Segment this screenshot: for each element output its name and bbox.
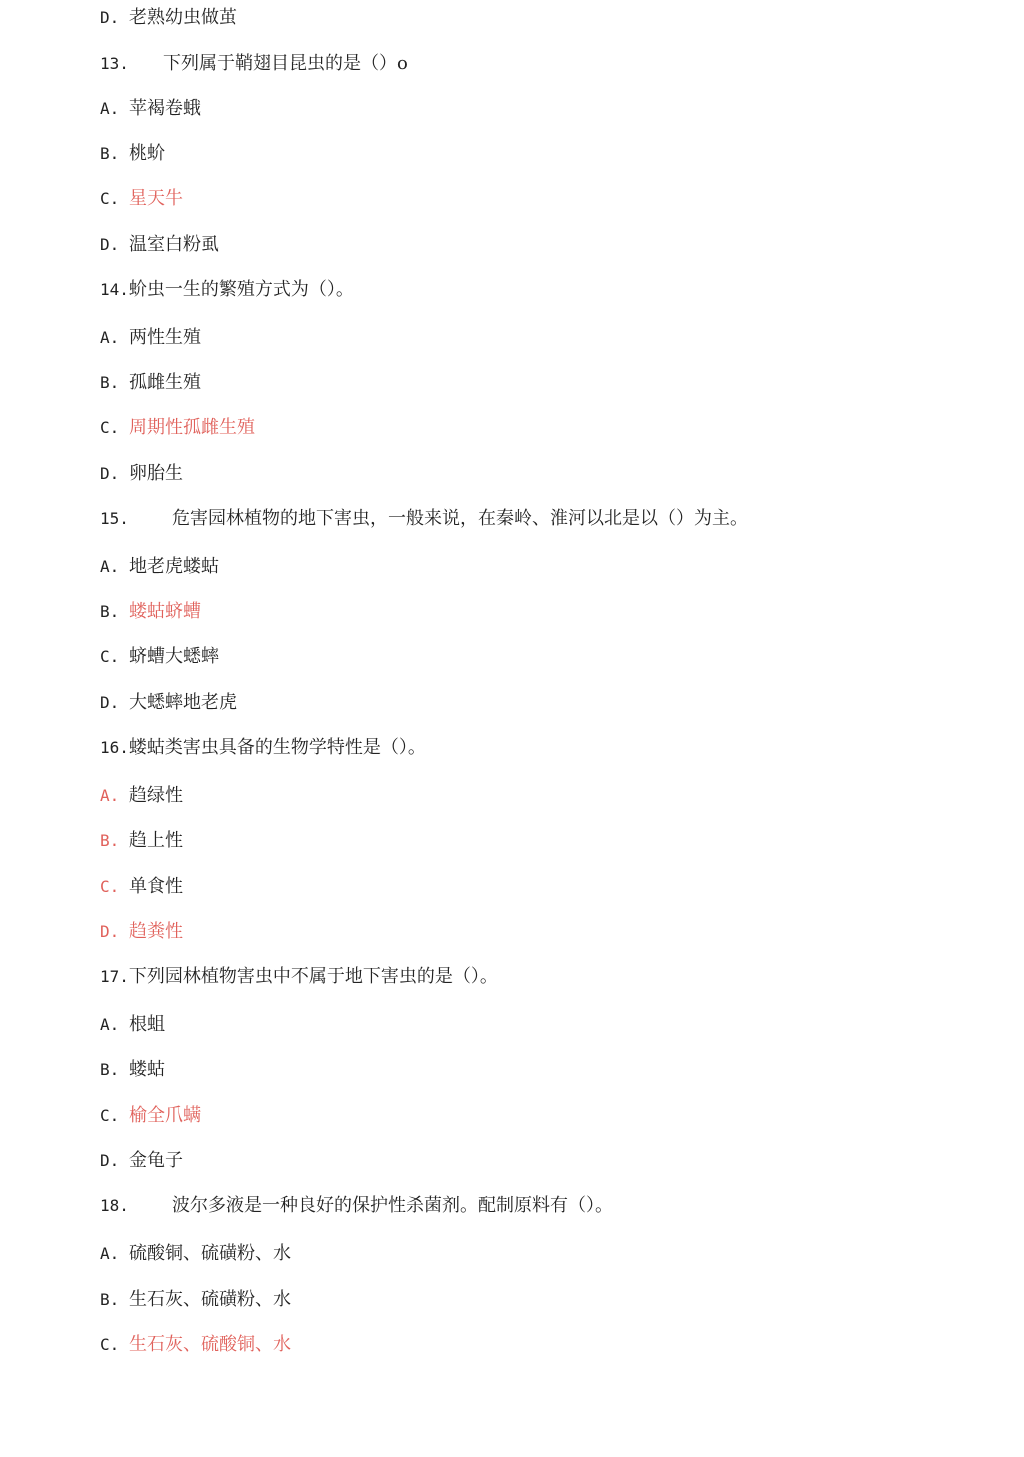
option-label: A. bbox=[100, 1244, 120, 1263]
list-item bbox=[100, 462, 183, 486]
question-16 bbox=[100, 736, 426, 760]
question-13 bbox=[100, 52, 408, 76]
option-label: A. bbox=[100, 328, 120, 347]
answer-option bbox=[100, 875, 183, 899]
answer-option bbox=[100, 600, 201, 624]
list-item bbox=[100, 326, 201, 350]
list-item bbox=[100, 371, 201, 395]
option-label: A. bbox=[100, 99, 120, 118]
answer-option bbox=[100, 1104, 201, 1128]
list-item bbox=[100, 6, 237, 30]
question-number: 18. bbox=[100, 1196, 129, 1215]
option-text-answer: 趋粪性 bbox=[129, 921, 183, 942]
option-label: C. bbox=[100, 647, 120, 666]
question-number: 17. bbox=[100, 967, 129, 986]
option-label: B. bbox=[100, 1060, 120, 1079]
option-text: 地老虎蝼蛄 bbox=[129, 556, 219, 577]
option-label-answer: D. bbox=[100, 922, 120, 941]
option-text: 生石灰、硫磺粉、水 bbox=[129, 1289, 291, 1310]
option-text-answer: 周期性孤雌生殖 bbox=[129, 417, 255, 438]
option-text: 根蛆 bbox=[129, 1014, 165, 1035]
option-text-answer: 榆全爪螨 bbox=[129, 1105, 201, 1126]
question-text: 蝼蛄类害虫具备的生物学特性是（）。 bbox=[128, 737, 426, 758]
option-text: 孤雌生殖 bbox=[129, 372, 201, 393]
option-text: 卵胎生 bbox=[129, 463, 183, 484]
option-text: 桃蚧 bbox=[129, 143, 165, 164]
option-text: 蛴螬大蟋蟀 bbox=[129, 646, 219, 667]
question-14 bbox=[100, 278, 354, 302]
option-label: A. bbox=[100, 557, 120, 576]
option-label: D. bbox=[100, 1151, 120, 1170]
question-17 bbox=[100, 965, 498, 989]
answer-option bbox=[100, 416, 255, 440]
list-item bbox=[100, 142, 165, 166]
option-label: B. bbox=[100, 602, 120, 621]
option-text: 老熟幼虫做茧 bbox=[129, 7, 237, 28]
list-item bbox=[100, 233, 219, 257]
option-text: 单食性 bbox=[129, 876, 183, 897]
option-text: 大蟋蟀地老虎 bbox=[129, 692, 237, 713]
option-text: 苹褐卷蛾 bbox=[129, 98, 201, 119]
option-text: 硫酸铜、硫磺粉、水 bbox=[129, 1243, 291, 1264]
option-label: C. bbox=[100, 1335, 120, 1354]
list-item bbox=[100, 1288, 291, 1312]
list-item bbox=[100, 555, 219, 579]
list-item bbox=[100, 1149, 183, 1173]
answer-option bbox=[100, 829, 183, 853]
answer-option bbox=[100, 920, 183, 944]
option-label: D. bbox=[100, 8, 120, 27]
option-label-answer: C. bbox=[100, 877, 120, 896]
option-text-answer: 蝼蛄蛴螬 bbox=[129, 601, 201, 622]
answer-option bbox=[100, 1333, 291, 1357]
option-text: 温室白粉虱 bbox=[129, 234, 219, 255]
question-text: 下列园林植物害虫中不属于地下害虫的是（）。 bbox=[128, 966, 498, 987]
question-number: 13. bbox=[100, 54, 129, 73]
question-15 bbox=[100, 507, 748, 531]
option-text: 蝼蛄 bbox=[129, 1059, 165, 1080]
option-label-answer: B. bbox=[100, 831, 120, 850]
option-label: B. bbox=[100, 144, 120, 163]
list-item bbox=[100, 1242, 291, 1266]
question-text: 下列属于鞘翅目昆虫的是（）o bbox=[163, 53, 408, 74]
option-label: B. bbox=[100, 373, 120, 392]
option-text-answer: 生石灰、硫酸铜、水 bbox=[129, 1334, 291, 1355]
answer-option bbox=[100, 187, 183, 211]
option-label: C. bbox=[100, 418, 120, 437]
option-label: B. bbox=[100, 1290, 120, 1309]
question-text: 蚧虫一生的繁殖方式为（）。 bbox=[128, 279, 354, 300]
list-item bbox=[100, 1013, 165, 1037]
list-item bbox=[100, 1058, 165, 1082]
list-item bbox=[100, 691, 237, 715]
option-text-answer: 星天牛 bbox=[129, 188, 183, 209]
list-item bbox=[100, 645, 219, 669]
question-text: 危害园林植物的地下害虫，一般来说，在秦岭、淮河以北是以（）为主。 bbox=[172, 508, 748, 529]
option-label-answer: A. bbox=[100, 786, 120, 805]
option-text: 金龟子 bbox=[129, 1150, 183, 1171]
question-number: 14. bbox=[100, 280, 129, 299]
option-label: C. bbox=[100, 189, 120, 208]
option-text: 趋绿性 bbox=[129, 785, 183, 806]
option-text: 趋上性 bbox=[129, 830, 183, 851]
option-label: D. bbox=[100, 464, 120, 483]
option-label: D. bbox=[100, 235, 120, 254]
question-18 bbox=[100, 1194, 613, 1218]
option-text: 两性生殖 bbox=[129, 327, 201, 348]
list-item bbox=[100, 97, 201, 121]
question-number: 15. bbox=[100, 509, 129, 528]
answer-option bbox=[100, 784, 183, 808]
option-label: D. bbox=[100, 693, 120, 712]
question-number: 16. bbox=[100, 738, 129, 757]
option-label: A. bbox=[100, 1015, 120, 1034]
option-label: C. bbox=[100, 1106, 120, 1125]
question-text: 波尔多液是一种良好的保护性杀菌剂。配制原料有（）。 bbox=[172, 1195, 613, 1216]
